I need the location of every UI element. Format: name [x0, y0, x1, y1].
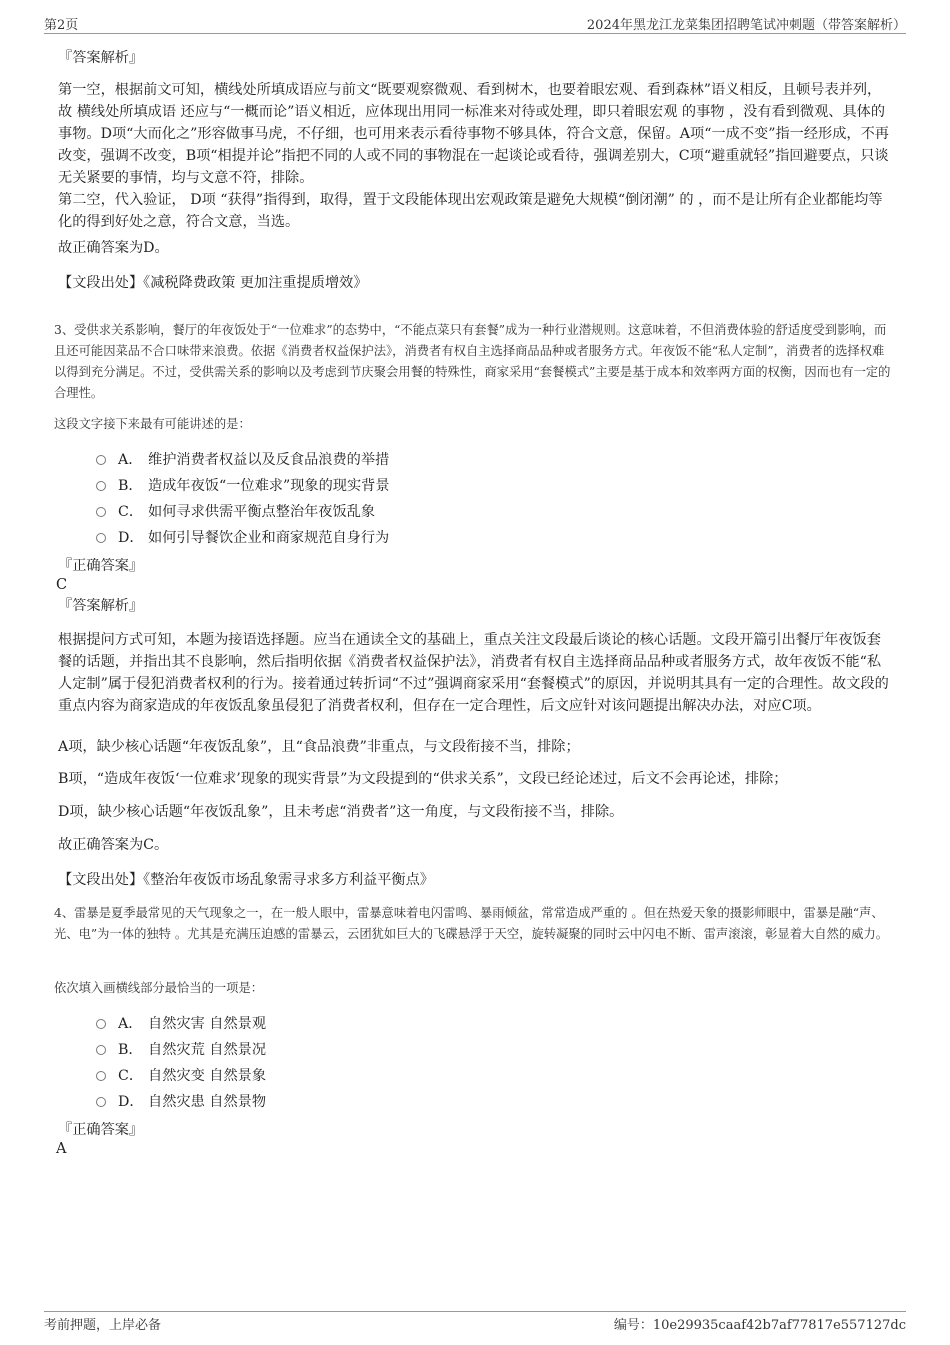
q3-source: 【文段出处】《整治年夜饭市场乱象需寻求多方利益平衡点》: [58, 872, 434, 888]
q3-prompt: 这段文字接下来最有可能讲述的是：: [54, 417, 251, 431]
q2-analysis-p3: 故正确答案为D。: [58, 240, 169, 256]
q4-stem: 4、雷暴是夏季最常见的天气现象之一，在一般人眼中，雷暴意味着电闪雷鸣、暴雨倾盆，常常造成严重的 。但在热爱天象的摄影师眼中，雷暴是融“声、光、电”为一体的独特 。尤其是充满压迫感的雷暴云，云团犹如巨大的飞碟悬浮于天空，旋转凝聚的同时云中闪电不断、雷声滚滚，彰显着大自然的威力。: [54, 906, 889, 941]
radio-icon[interactable]: [96, 455, 106, 465]
radio-icon[interactable]: [96, 1045, 106, 1055]
radio-icon[interactable]: [96, 507, 106, 517]
q3-correct-label: 『正确答案』: [58, 558, 144, 574]
q3-analysis-p2: A项，缺少核心话题“年夜饭乱象”，且“食品浪费”非重点，与文段衔接不当，排除；: [58, 739, 580, 755]
page-number: 第2页: [44, 18, 79, 33]
q2-analysis-p1: 第一空，根据前文可知，横线处所填成语应与前文“既要观察微观、看到树木，也要着眼宏观、看到森林”语义相反，且顿号表并列，故 横线处所填成语 还应与“一概而论”语义相近，应体现出用同一标准来对待或处理，即只着眼宏观 的事物 ，没有看到微观、具体的事物。D项“大而化之”形容做事马虎，不仔细，也可用来表示看待事物不够具体，符合文意，保留。A项“一成不变”指一经形成，不再改变，强调不改变，B项“相提并论”指把不同的人或不同的事物混在一起谈论或看待，强调差别大，C项“避重就轻”指回避要点，只谈无关紧要的事情，均与文意不符，排除。: [58, 82, 889, 186]
q3-analysis-p4: D项，缺少核心话题“年夜饭乱象”，且未考虑“消费者”这一角度，与文段衔接不当，排除。: [58, 804, 624, 820]
q4-option-a[interactable]: A． 自然灾害 自然景观: [96, 1013, 266, 1035]
radio-icon[interactable]: [96, 1019, 106, 1029]
radio-icon[interactable]: [96, 1097, 106, 1107]
q3-option-a[interactable]: A． 维护消费者权益以及反食品浪费的举措: [96, 449, 389, 471]
q3-correct-answer: C: [56, 577, 68, 593]
radio-icon[interactable]: [96, 1071, 106, 1081]
q4-correct-answer: A: [56, 1141, 67, 1157]
q3-analysis-p5: 故正确答案为C。: [58, 837, 169, 853]
q3-option-b[interactable]: B． 造成年夜饭“一位难求”现象的现实背景: [96, 475, 390, 497]
q3-stem: 3、受供求关系影响，餐厅的年夜饭处于“一位难求”的态势中，“不能点菜只有套餐”成为一种行业潜规则。这意味着，不但消费体验的舒适度受到影响，而且还可能因菜品不合口味带来浪费。依据《消费者权益保护法》，消费者有权自主选择商品品种或者服务方式。年夜饭不能“私人定制”，消费者的选择权难以得到充分满足。不过，受供需关系的影响以及考虑到节庆聚会用餐的特殊性，商家采用“套餐模式”主要是基于成本和效率两方面的权衡，因而也有一定的合理性。: [54, 323, 891, 400]
radio-icon[interactable]: [96, 481, 106, 491]
q4-correct-label: 『正确答案』: [58, 1122, 144, 1138]
document-title: 2024年黑龙江龙菜集团招聘笔试冲刺题（带答案解析）: [586, 18, 906, 33]
q3-analysis-p3: B项，“造成年夜饭‘一位难求’现象的现实背景”为文段提到的“供求关系”，文段已经论述过，后文不会再论述，排除；: [58, 771, 788, 787]
q3-option-d[interactable]: D． 如何引导餐饮企业和商家规范自身行为: [96, 527, 389, 549]
q3-analysis-p1: 根据提问方式可知，本题为接语选择题。应当在通读全文的基础上，重点关注文段最后谈论的核心话题。文段开篇引出餐厅年夜饭套餐的话题，并指出其不良影响，然后指明依据《消费者权益保护法》，消费者有权自主选择商品品种或者服务方式，故年夜饭不能“私人定制”属于侵犯消费者权利的行为。接着通过转折词“不过”强调商家采用“套餐模式”的原因，并说明其具有一定的合理性。故文段的重点内容为商家造成的年夜饭乱象虽侵犯了消费者权利，但存在一定合理性，后文应针对该问题提出解决办法，对应C项。: [58, 632, 889, 714]
q4-option-c[interactable]: C． 自然灾变 自然景象: [96, 1065, 266, 1087]
document-id: 编号：10e29935caaf42b7af77817e557127dc: [613, 1318, 906, 1333]
page-header: [44, 14, 906, 34]
q4-prompt: 依次填入画横线部分最恰当的一项是：: [54, 981, 264, 995]
radio-icon[interactable]: [96, 533, 106, 543]
q2-analysis-p2: 第二空，代入验证， D项 “获得”指得到，取得，置于文段能体现出宏观政策是避免大规模“倒闭潮” 的 ，而不是让所有企业都能均等化的得到好处之意，符合文意，当选。: [58, 192, 883, 230]
q3-analysis-label: 『答案解析』: [58, 598, 144, 614]
q2-analysis-label: 『答案解析』: [58, 50, 144, 66]
footer-divider: [44, 1311, 906, 1312]
q3-option-c[interactable]: C． 如何寻求供需平衡点整治年夜饭乱象: [96, 501, 375, 523]
q4-option-d[interactable]: D． 自然灾患 自然景物: [96, 1091, 266, 1113]
header-divider: [44, 33, 906, 34]
q2-source: 【文段出处】《减税降费政策 更加注重提质增效》: [58, 275, 368, 291]
q4-option-b[interactable]: B． 自然灾荒 自然景况: [96, 1039, 266, 1061]
footer-slogan: 考前押题，上岸必备: [44, 1318, 162, 1333]
